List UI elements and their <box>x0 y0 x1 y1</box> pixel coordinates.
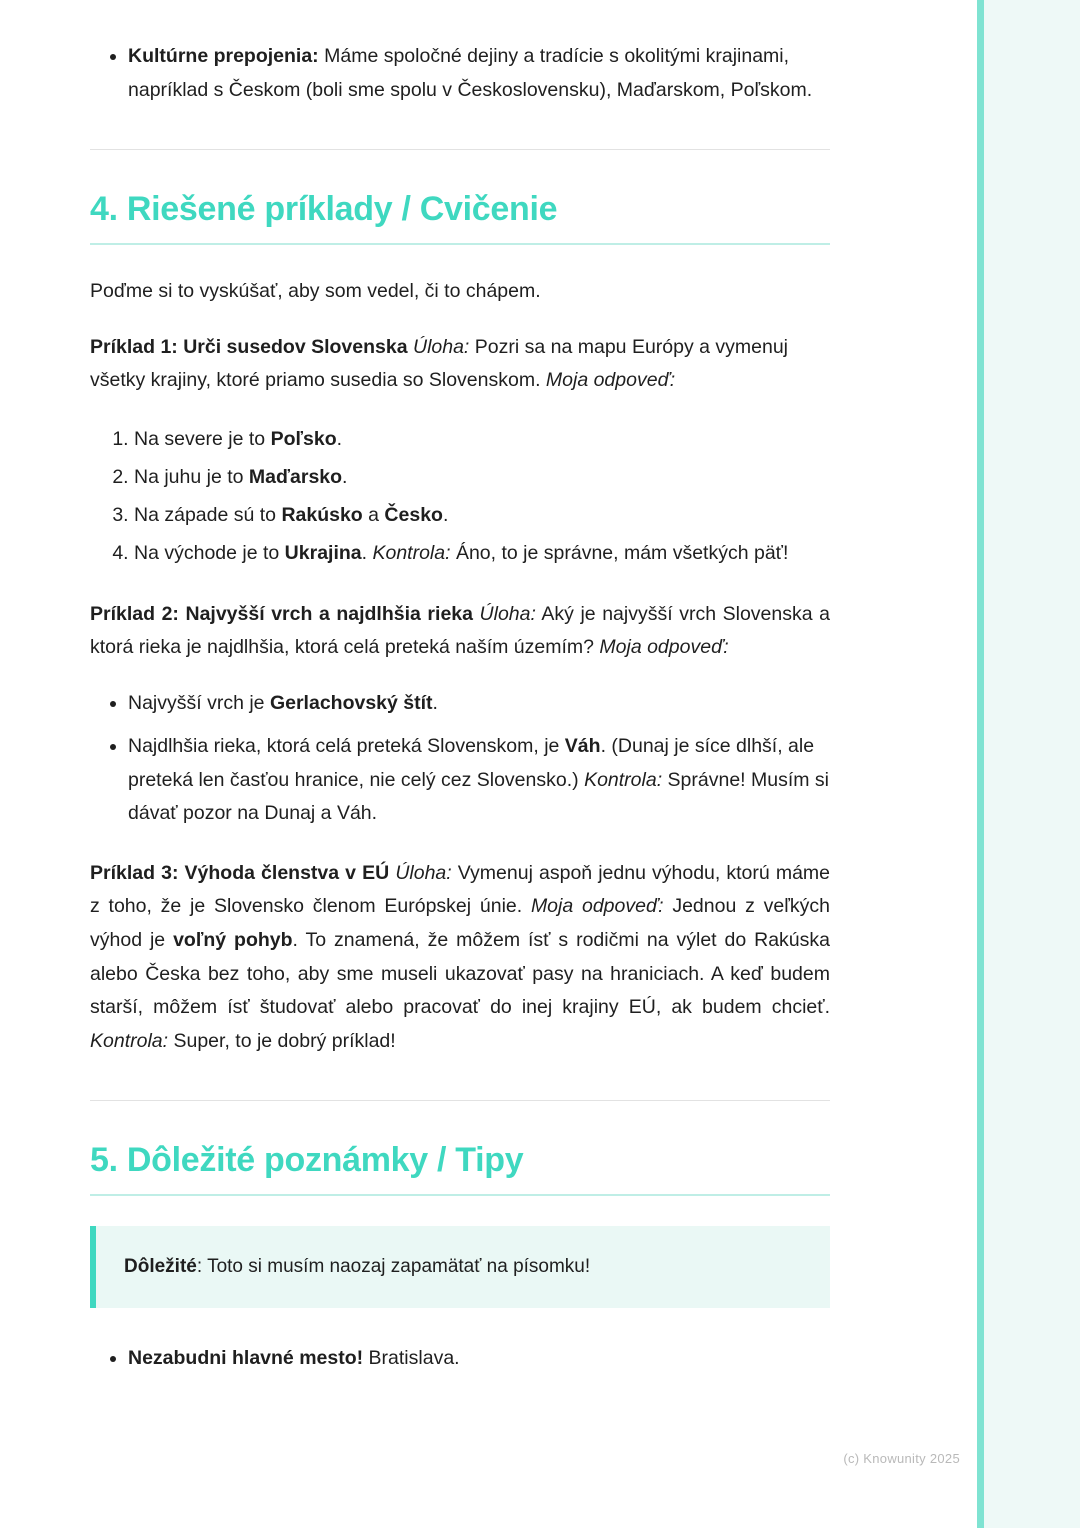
item-pre: Na juhu je to <box>134 465 249 488</box>
example-2-answer-list <box>90 687 830 831</box>
bullet-bold: Nezabudni hlavné mesto! <box>128 1347 364 1370</box>
bullet-text: Máme spoločné dejiny a tradície s okolitými krajinami, napríklad s Českom (boli sme spolu v Československu), Maďarskom, Poľskom. <box>128 45 813 101</box>
list-item <box>128 40 830 107</box>
item-check-text: Áno, to je správne, mám všetkých päť! <box>450 541 789 564</box>
list-item <box>128 730 830 831</box>
item-pre: Na východe je to <box>134 541 285 564</box>
list-item <box>134 496 830 534</box>
important-note-box <box>90 1226 830 1308</box>
right-accent-bar <box>977 0 984 1528</box>
item-post: . <box>336 427 343 450</box>
example-3-check-label: Kontrola: <box>90 1029 169 1052</box>
example-3-check-text: Super, to je dobrý príklad! <box>168 1029 396 1052</box>
list-item <box>134 534 830 572</box>
item-pre: Najvyšší vrch je <box>128 691 270 714</box>
item-post: . <box>432 691 438 714</box>
section-5-heading: 5. Dôležité poznámky / Tipy <box>90 1141 524 1180</box>
example-1-prompt <box>90 331 830 398</box>
example-1-answer-list <box>90 420 830 572</box>
example-3-task-label: Úloha: <box>395 861 452 884</box>
item-bold-2: Česko <box>384 503 443 526</box>
document-content <box>90 40 830 1378</box>
section-5-underline <box>90 1194 830 1196</box>
item-bold: Rakúsko <box>281 503 363 526</box>
list-item <box>134 420 830 458</box>
example-1-title: Príklad 1: Urči susedov Slovenska <box>90 335 408 358</box>
note-lead: Dôležité <box>124 1256 197 1278</box>
intro-bullet-list <box>90 40 830 107</box>
example-2-prompt <box>90 598 830 665</box>
item-bold: Ukrajina <box>284 541 362 564</box>
right-edge-panel <box>975 0 1080 1528</box>
example-2-title: Príklad 2: Najvyšší vrch a najdlhšia rieka <box>90 602 473 625</box>
item-post: . <box>361 541 373 564</box>
item-bold: Maďarsko <box>248 465 343 488</box>
divider <box>90 149 830 150</box>
example-1-task-label: Úloha: <box>412 335 470 358</box>
example-1-answer-label: Moja odpoveď: <box>545 369 676 392</box>
item-mid: a <box>362 503 385 526</box>
section-5-bullet-list <box>90 1342 830 1376</box>
example-2-answer-label: Moja odpoveď: <box>599 636 729 659</box>
bullet-lead: Kultúrne prepojenia: <box>128 45 319 67</box>
item-post: . (Dunaj je síce dlhší, ale preteká len časťou hranice, nie celý cez Slovensko.) <box>128 735 815 791</box>
list-item <box>134 458 830 496</box>
example-3-prompt <box>90 857 830 1058</box>
section-4-heading: 4. Riešené príklady / Cvičenie <box>90 190 558 229</box>
section-4-underline <box>90 243 830 245</box>
example-3-answer-label: Moja odpoveď: <box>530 895 664 918</box>
item-pre: Najdlhšia rieka, ktorá celá preteká Slovenskom, je <box>128 735 565 758</box>
bullet-text: Bratislava. <box>363 1347 460 1370</box>
footer-credit: (c) Knowunity 2025 <box>843 1451 960 1466</box>
example-3-answer-part-1: Jednou z veľkých výhod je <box>90 895 830 951</box>
example-3-title: Príklad 3: Výhoda členstva v EÚ <box>90 861 390 884</box>
example-2-task-text: Aký je najvyšší vrch Slovenska a ktorá rieka je najdlhšia, ktorá celá preteká naším územím? <box>90 602 830 659</box>
example-1-task-text: Pozri sa na mapu Európy a vymenuj všetky krajiny, ktoré priamo susedia so Slovenskom. <box>90 335 789 392</box>
item-check-label: Kontrola: <box>372 541 451 564</box>
list-item <box>128 1342 830 1376</box>
item-post: . <box>342 465 348 488</box>
example-3-answer-bold: voľný pohyb <box>173 928 293 951</box>
example-3-task-text: Vymenuj aspoň jednu výhodu, ktorú máme z toho, že je Slovensko členom Európskej únie. <box>90 861 831 918</box>
item-pre: Na severe je to <box>134 427 271 450</box>
divider-2 <box>90 1100 830 1101</box>
item-check-text: Správne! Musím si dávať pozor na Dunaj a Váh. <box>128 768 830 825</box>
item-bold: Váh <box>564 735 601 758</box>
list-item <box>128 687 830 721</box>
item-post: . <box>442 503 449 526</box>
example-3-answer-part-2: . To znamená, že môžem ísť s rodičmi na výlet do Rakúska alebo Česka bez toho, aby sme museli ukazovať pasy na hraniciach. A keď budem starší, môžem ísť študovať alebo pracovať do inej krajiny EÚ, ak budem chcieť. <box>90 928 830 1019</box>
item-check-label: Kontrola: <box>584 768 663 791</box>
example-2-task-label: Úloha: <box>479 602 536 625</box>
right-gap-strip <box>973 0 977 1528</box>
item-pre: Na západe sú to <box>134 503 282 526</box>
note-text: : Toto si musím naozaj zapamätať na písomku! <box>196 1256 591 1278</box>
item-bold: Poľsko <box>270 427 337 450</box>
section-4-intro: Poďme si to vyskúšať, aby som vedel, či to chápem. <box>90 280 541 303</box>
item-bold: Gerlachovský štít <box>269 691 433 714</box>
